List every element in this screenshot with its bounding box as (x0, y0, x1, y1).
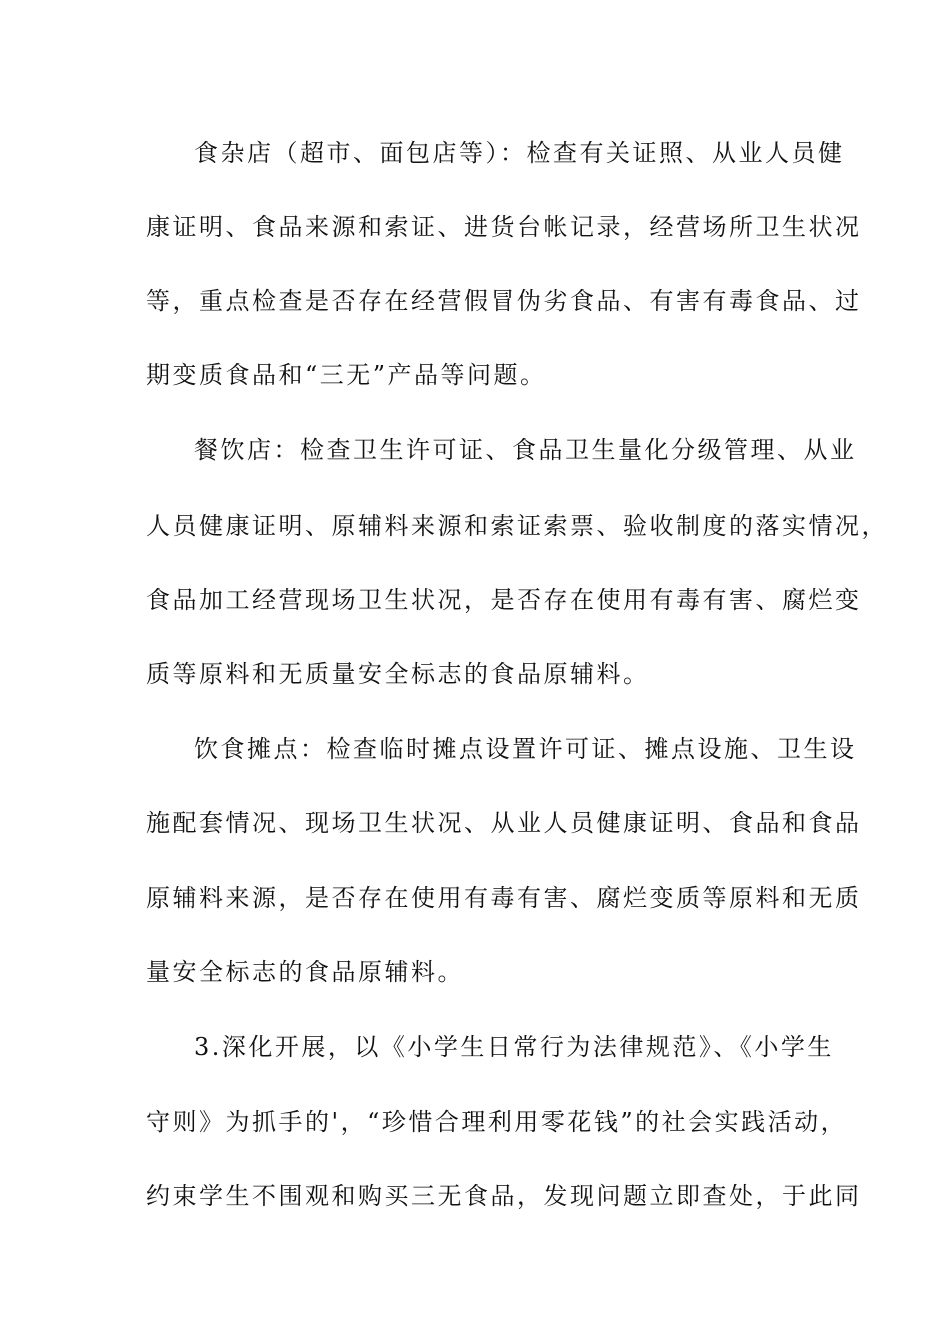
paragraph-restaurant-line-2: 人员健康证明、原辅料来源和索证索票、验收制度的落实情况， (146, 512, 888, 540)
paragraph-food-stall-line-4: 量安全标志的食品原辅料。 (146, 958, 464, 986)
paragraph-food-stall-line-1: 饮食摊点：检查临时摊点设置许可证、摊点设施、卫生设 (194, 735, 857, 763)
paragraph-restaurant-line-4: 质等原料和无质量安全标志的食品原辅料。 (146, 660, 650, 688)
paragraph-activity-line-2: 守则》为抓手的'，“珍惜合理利用零花钱”的社会实践活动， (146, 1108, 848, 1136)
paragraph-activity-line-3: 约束学生不围观和购买三无食品，发现问题立即查处，于此同 (146, 1182, 862, 1210)
paragraph-grocery-line-3: 等，重点检查是否存在经营假冒伪劣食品、有害有毒食品、过 (146, 287, 862, 315)
paragraph-restaurant-line-1: 餐饮店：检查卫生许可证、食品卫生量化分级管理、从业 (194, 436, 857, 464)
paragraph-food-stall-line-3: 原辅料来源，是否存在使用有毒有害、腐烂变质等原料和无质 (146, 884, 862, 912)
paragraph-activity-line-1: 3.深化开展，以《小学生日常行为法律规范》、《小学生 (194, 1033, 834, 1061)
paragraph-grocery-line-1: 食杂店（超市、面包店等）：检查有关证照、从业人员健 (194, 139, 845, 167)
paragraph-grocery-line-4: 期变质食品和“三无”产品等问题。 (146, 361, 547, 389)
paragraph-grocery-line-2: 康证明、食品来源和索证、进货台帐记录，经营场所卫生状况 (146, 213, 862, 241)
paragraph-food-stall-line-2: 施配套情况、现场卫生状况、从业人员健康证明、食品和食品 (146, 809, 862, 837)
paragraph-restaurant-line-3: 食品加工经营现场卫生状况，是否存在使用有毒有害、腐烂变 (146, 586, 862, 614)
